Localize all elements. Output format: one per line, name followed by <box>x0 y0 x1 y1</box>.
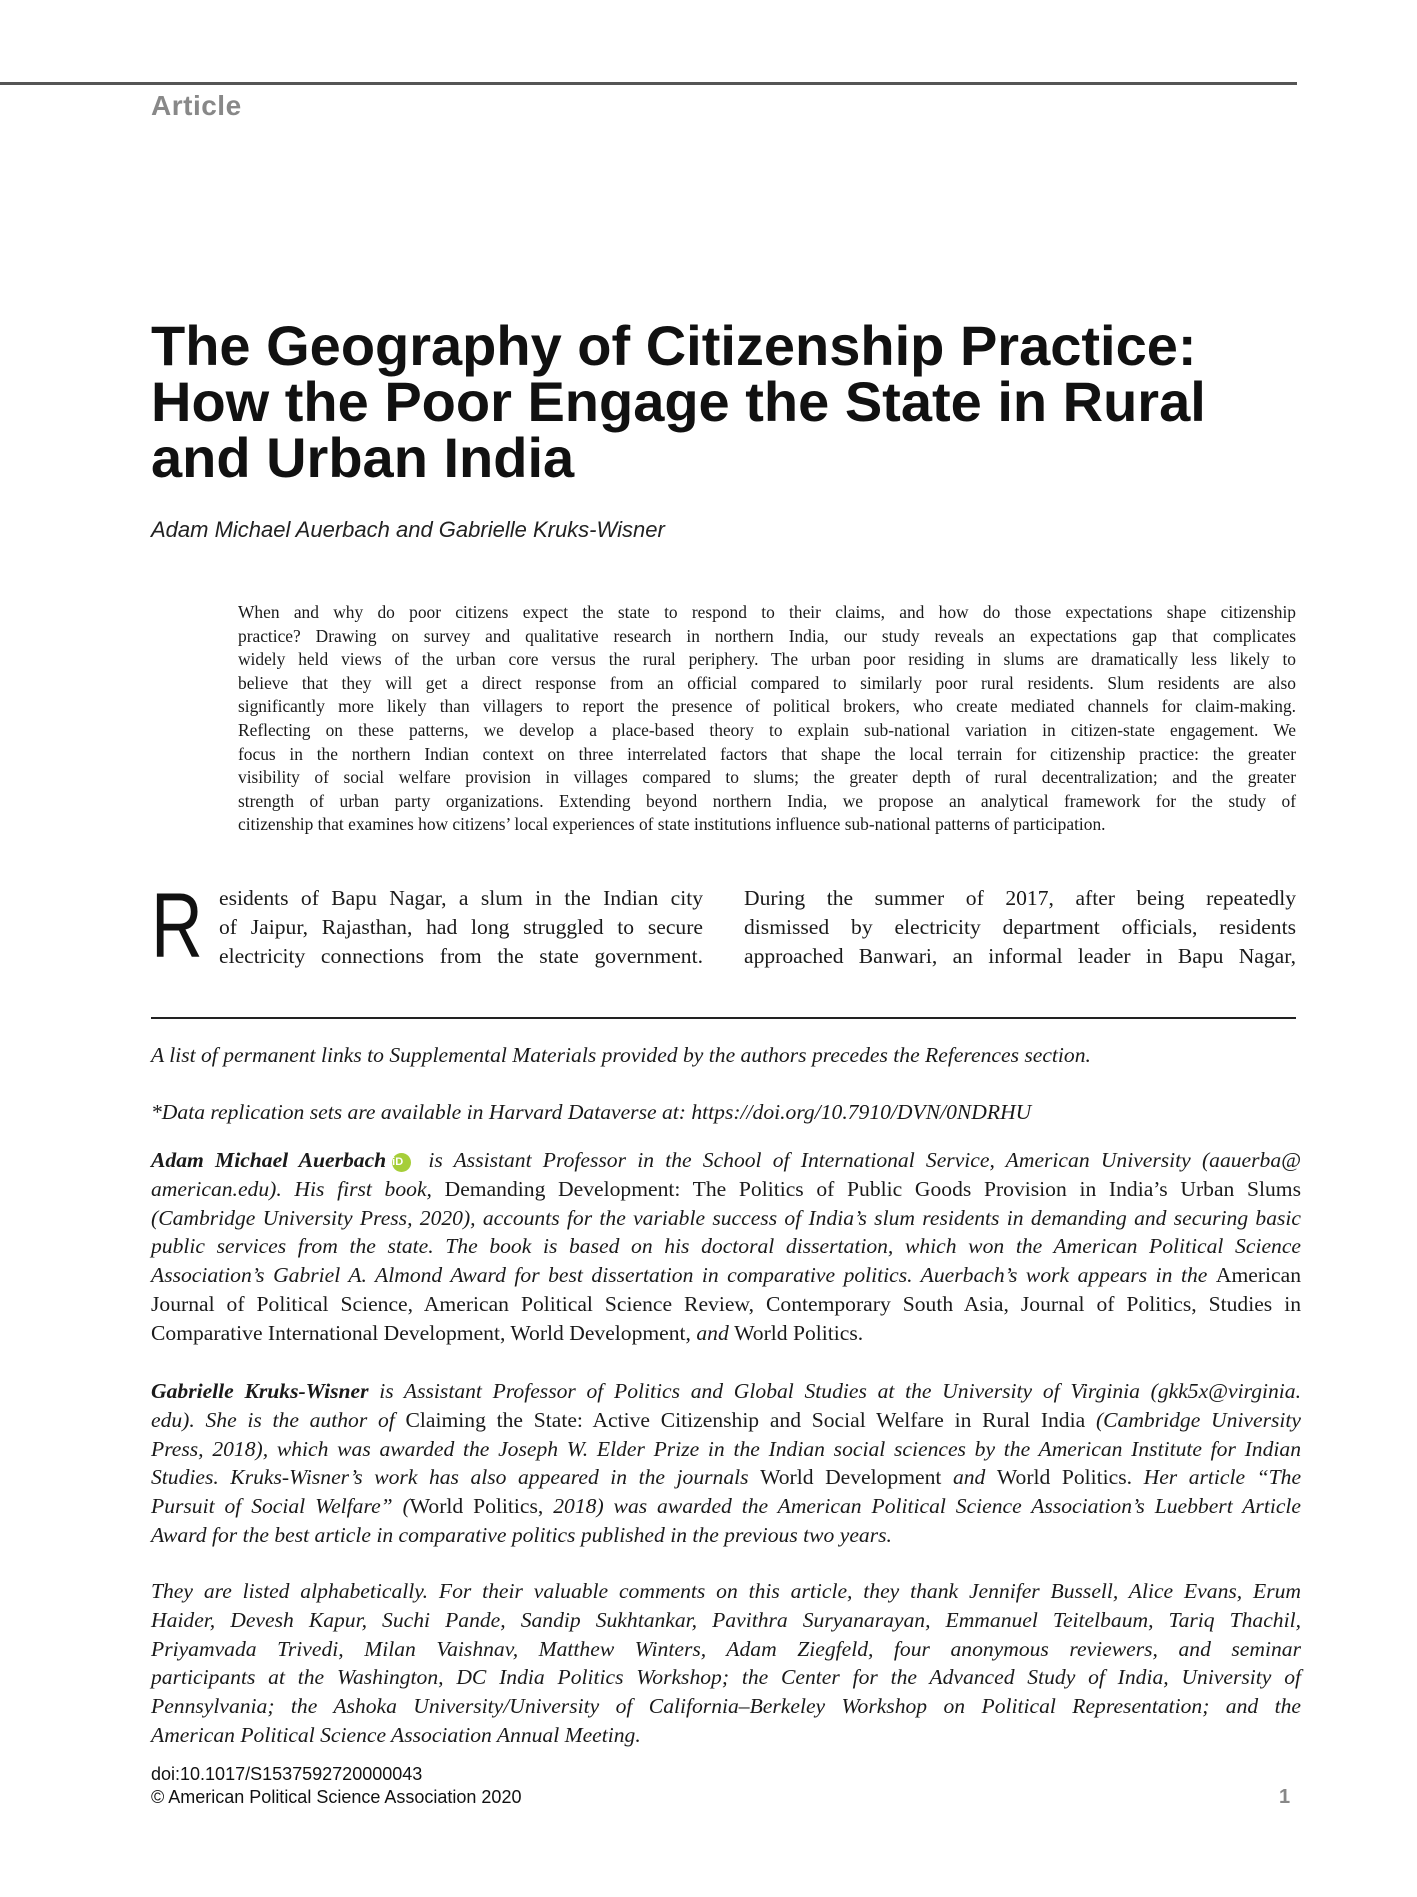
bio-text: and <box>696 1320 729 1345</box>
bio-author-name: Gabrielle Kruks-Wisner <box>151 1379 369 1403</box>
ack-line: participants at the Washington, DC India Politics Workshop; the Center for the Advanced Study of India, University of <box>151 1665 1301 1690</box>
bio-text: and <box>952 1465 986 1490</box>
orcid-icon[interactable]: iD <box>392 1153 411 1172</box>
body-line: electricity connections from the state government. <box>219 944 703 968</box>
footnote-rule <box>151 1017 1296 1019</box>
journal-title: American <box>1215 1263 1301 1288</box>
bio-line <box>151 1406 1301 1435</box>
book-title: Claiming the State: Active Citizenship and Social Welfare in Rural India <box>405 1407 1086 1432</box>
author-bio-kruks-wisner <box>151 1377 1301 1550</box>
body-line: of Jaipur, Rajasthan, had long struggled to secure <box>219 915 703 939</box>
journal-title: World Politics, <box>409 1494 544 1519</box>
body-line: approached Banwari, an informal leader in Bapu Nagar, <box>744 944 1296 968</box>
journal-title: World Politics. <box>996 1465 1133 1490</box>
body-column-right <box>744 884 1296 971</box>
bio-line: Journal of Political Science, American Political Science Review, Contemporary South Asia, Journal of Politics, Studies in <box>151 1291 1301 1316</box>
journal-title: World Development <box>760 1465 942 1490</box>
ack-line: American Political Science Association Annual Meeting. <box>151 1722 641 1747</box>
bio-line: (Cambridge University Press, 2020), accounts for the variable success of India’s slum residents in demanding and securing basic <box>151 1205 1301 1230</box>
bio-line <box>151 1463 1301 1492</box>
article-title <box>151 314 1301 489</box>
bio-line <box>151 1146 1301 1175</box>
abstract-line: focus in the northern Indian context on three interrelated factors that shape the local terrain for citizenship practice: the greater <box>238 743 1296 764</box>
doi-link[interactable]: doi:10.1017/S1537592720000043 <box>151 1764 423 1784</box>
abstract-line: citizenship that examines how citizens’ local experiences of state institutions influence sub-national patterns of participation. <box>238 814 1106 835</box>
bio-line: public services from the state. The book is based on his doctoral dissertation, which won the American Political Science <box>151 1234 1301 1259</box>
abstract-line: visibility of social welfare provision in villages compared to slums; the greater depth of rural decentralization; and the greater <box>238 767 1296 788</box>
author-list: Adam Michael Auerbach and Gabrielle Kruks-Wisner <box>151 517 665 542</box>
bio-text: Studies. Kruks-Wisner’s work has also appeared in the journals <box>151 1465 749 1490</box>
body-line: During the summer of 2017, after being repeatedly <box>744 886 1296 910</box>
journal-title: World Politics. <box>734 1320 864 1345</box>
bio-line <box>151 1377 1301 1406</box>
body-column-left <box>151 875 703 977</box>
ack-line: Haider, Devesh Kapur, Suchi Pande, Sandip Sukhtankar, Pavithra Suryanarayan, Emmanuel Teitelbaum, Tariq Thachil, <box>151 1607 1301 1632</box>
abstract-line: When and why do poor citizens expect the state to respond to their claims, and how do those expectations shape citizenship <box>238 602 1296 622</box>
copyright-notice: © American Political Science Association 2020 <box>151 1787 522 1807</box>
bio-line: Award for the best article in comparative politics published in the previous two years. <box>151 1522 892 1547</box>
book-title: Demanding Development: The Politics of Public Goods Provision in India’s Urban Slums <box>444 1176 1302 1201</box>
bio-line: Press, 2018), which was awarded the Joseph W. Elder Prize in the Indian social sciences by the American Institute for Indian <box>151 1436 1301 1461</box>
bio-line <box>151 1319 1301 1348</box>
abstract-line: strength of urban party organizations. Extending beyond northern India, we propose an analytical framework for the study of <box>238 790 1296 811</box>
bio-text: Her article “The <box>1143 1465 1302 1490</box>
bio-author-name: Adam Michael Auerbach <box>151 1148 387 1172</box>
bio-line <box>151 1492 1301 1521</box>
bio-text: Pursuit of Social Welfare” ( <box>151 1494 410 1519</box>
page-footer <box>151 1763 521 1809</box>
title-line: and Urban India <box>151 426 575 489</box>
acknowledgments <box>151 1577 1301 1750</box>
abstract-line: significantly more likely than villagers to report the presence of political brokers, who create mediated channels for claim-making. <box>238 696 1296 717</box>
data-replication-text: *Data replication sets are available in Harvard Dataverse at: https://doi.org/10.7910/DVN/0NDRHU <box>151 1100 1032 1124</box>
abstract <box>238 601 1296 837</box>
page-number: 1 <box>1279 1786 1291 1808</box>
data-replication-note <box>151 1098 1301 1127</box>
section-label: Article <box>151 90 242 121</box>
bio-line <box>151 1175 1301 1204</box>
body-line: dismissed by electricity department officials, residents <box>744 915 1296 939</box>
drop-cap: R <box>151 875 203 977</box>
title-line: How the Poor Engage the State in Rural <box>151 370 1206 433</box>
bio-text: Association’s Gabriel A. Almond Award for best dissertation in comparative politics. Auerbach’s work appears in the <box>151 1263 1208 1288</box>
abstract-line: practice? Drawing on survey and qualitative research in northern India, our study reveals an expectations gap that complicates <box>238 625 1296 646</box>
abstract-line: widely held views of the urban core versus the rural periphery. The urban poor residing in slums are dramatically less likely to <box>238 649 1296 670</box>
bio-text: edu). She is the author of <box>151 1407 395 1432</box>
bio-text: 2018) was awarded the American Political Science Association’s Luebbert Article <box>553 1494 1301 1519</box>
body-line: esidents of Bapu Nagar, a slum in the Indian city <box>219 886 703 910</box>
author-bio-auerbach <box>151 1146 1301 1348</box>
journal-title: Comparative International Development, World Development, <box>151 1320 691 1345</box>
ack-line: Pennsylvania; the Ashoka University/University of California–Berkeley Workshop on Political Representation; and the <box>151 1694 1301 1719</box>
supplemental-note-text: A list of permanent links to Supplemental Materials provided by the authors precedes the References section. <box>151 1043 1091 1067</box>
abstract-line: Reflecting on these patterns, we develop a place-based theory to explain sub-national variation in citizen-state engagement. We <box>238 719 1296 740</box>
ack-line: Priyamvada Trivedi, Milan Vaishnav, Matthew Winters, Adam Ziegfeld, four anonymous reviewers, and seminar <box>151 1636 1301 1661</box>
bio-text: is Assistant Professor in the School of International Service, American University (aauerba@ <box>428 1148 1301 1172</box>
abstract-line: believe that they will get a direct response from an official compared to similarly poor rural residents. Slum residents are also <box>238 672 1296 693</box>
supplemental-note <box>151 1041 1301 1070</box>
title-line: The Geography of Citizenship Practice: <box>151 314 1197 377</box>
header-rule <box>0 82 1297 85</box>
bio-text: (Cambridge University <box>1095 1407 1301 1432</box>
bio-text: american.edu). His first book, <box>151 1176 432 1201</box>
bio-text: is Assistant Professor of Politics and Global Studies at the University of Virginia (gkk5x@virginia. <box>379 1379 1302 1403</box>
bio-line <box>151 1261 1301 1290</box>
ack-line: They are listed alphabetically. For their valuable comments on this article, they thank Jennifer Bussell, Alice Evans, Erum <box>151 1579 1301 1603</box>
